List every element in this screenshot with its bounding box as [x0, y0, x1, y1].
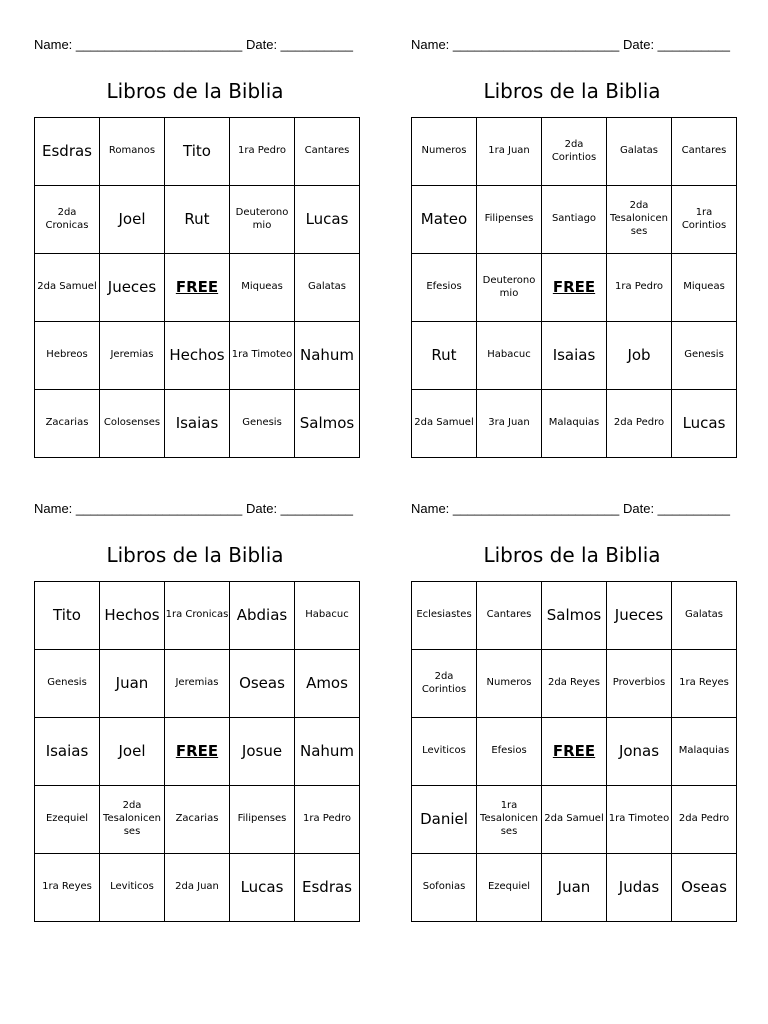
book-cell: Lucas	[295, 186, 360, 254]
book-cell: 1ra Reyes	[35, 854, 100, 922]
date-label: Date: __________	[246, 501, 353, 516]
book-cell: Ezequiel	[477, 854, 542, 922]
book-cell: 2da Samuel	[412, 390, 477, 458]
date-label: Date: __________	[623, 37, 730, 52]
book-cell: Filipenses	[477, 186, 542, 254]
book-cell: Jeremias	[165, 650, 230, 718]
free-space-cell: FREE	[165, 718, 230, 786]
name-date-line	[411, 501, 733, 517]
book-cell: 1ra Corintios	[672, 186, 737, 254]
book-cell: 1ra Tesalonicen ses	[477, 786, 542, 854]
book-cell: Miqueas	[230, 254, 295, 322]
book-cell: Santiago	[542, 186, 607, 254]
date-label: Date: __________	[623, 501, 730, 516]
grid-row	[35, 254, 360, 322]
book-cell: Efesios	[477, 718, 542, 786]
book-cell: Abdias	[230, 582, 295, 650]
book-cell: 1ra Pedro	[230, 118, 295, 186]
book-cell: 2da Corintios	[542, 118, 607, 186]
grid-row	[412, 390, 737, 458]
book-cell: 2da Samuel	[542, 786, 607, 854]
book-cell: Malaquias	[542, 390, 607, 458]
grid-row	[35, 322, 360, 390]
book-cell: 1ra Juan	[477, 118, 542, 186]
book-cell: Cantares	[477, 582, 542, 650]
book-cell: Job	[607, 322, 672, 390]
book-cell: 1ra Pedro	[295, 786, 360, 854]
name-date-line	[34, 501, 356, 517]
book-cell: Zacarias	[165, 786, 230, 854]
card-title: Libros de la Biblia	[106, 79, 284, 103]
grid-row	[412, 322, 737, 390]
book-cell: Daniel	[412, 786, 477, 854]
grid-row	[35, 786, 360, 854]
book-cell: Jeremias	[100, 322, 165, 390]
grid-row	[35, 118, 360, 186]
book-cell: Salmos	[295, 390, 360, 458]
grid-row	[412, 854, 737, 922]
book-cell: Leviticos	[412, 718, 477, 786]
grid-row	[412, 650, 737, 718]
grid-row	[35, 854, 360, 922]
free-space-cell: FREE	[165, 254, 230, 322]
book-cell: 2da Reyes	[542, 650, 607, 718]
book-cell: Esdras	[295, 854, 360, 922]
book-cell: Genesis	[230, 390, 295, 458]
book-cell: 2da Pedro	[607, 390, 672, 458]
name-label: Name: _______________________	[34, 37, 243, 52]
grid-row	[35, 186, 360, 254]
free-space-cell: FREE	[542, 254, 607, 322]
name-date-line	[411, 37, 733, 53]
book-cell: Josue	[230, 718, 295, 786]
book-cell: Judas	[607, 854, 672, 922]
book-cell: 1ra Timoteo	[607, 786, 672, 854]
book-cell: Genesis	[35, 650, 100, 718]
book-cell: Habacuc	[295, 582, 360, 650]
book-cell: Cantares	[672, 118, 737, 186]
book-cell: Hechos	[100, 582, 165, 650]
book-cell: Juan	[542, 854, 607, 922]
book-cell: Rut	[412, 322, 477, 390]
book-cell: Jueces	[100, 254, 165, 322]
card-title: Libros de la Biblia	[106, 543, 284, 567]
book-cell: Eclesiastes	[412, 582, 477, 650]
grid-row	[35, 718, 360, 786]
book-cell: 1ra Cronicas	[165, 582, 230, 650]
book-cell: Nahum	[295, 322, 360, 390]
book-cell: Isaias	[35, 718, 100, 786]
book-cell: Galatas	[672, 582, 737, 650]
name-label: Name: _______________________	[411, 37, 620, 52]
book-cell: Sofonias	[412, 854, 477, 922]
book-cell: Mateo	[412, 186, 477, 254]
book-cell: Leviticos	[100, 854, 165, 922]
book-cell: Tito	[165, 118, 230, 186]
grid-row	[412, 254, 737, 322]
name-label: Name: _______________________	[34, 501, 243, 516]
book-cell: Tito	[35, 582, 100, 650]
book-cell: Isaias	[165, 390, 230, 458]
grid-row	[35, 582, 360, 650]
book-cell: Deuterono mio	[477, 254, 542, 322]
book-cell: Genesis	[672, 322, 737, 390]
card-title: Libros de la Biblia	[483, 79, 661, 103]
grid-row	[412, 118, 737, 186]
date-label: Date: __________	[246, 37, 353, 52]
name-label: Name: _______________________	[411, 501, 620, 516]
book-cell: Esdras	[35, 118, 100, 186]
book-cell: Miqueas	[672, 254, 737, 322]
book-cell: 2da Samuel	[35, 254, 100, 322]
book-cell: Amos	[295, 650, 360, 718]
book-cell: Galatas	[607, 118, 672, 186]
book-cell: Filipenses	[230, 786, 295, 854]
grid-row	[412, 186, 737, 254]
book-cell: 2da Pedro	[672, 786, 737, 854]
free-space-cell: FREE	[542, 718, 607, 786]
book-cell: Efesios	[412, 254, 477, 322]
book-cell: 2da Tesalonicen ses	[607, 186, 672, 254]
book-cell: Jueces	[607, 582, 672, 650]
book-cell: Romanos	[100, 118, 165, 186]
book-cell: Malaquias	[672, 718, 737, 786]
grid-row	[35, 390, 360, 458]
book-cell: Joel	[100, 718, 165, 786]
bingo-grid	[34, 581, 360, 922]
book-cell: Numeros	[477, 650, 542, 718]
book-cell: Deuterono mio	[230, 186, 295, 254]
book-cell: Juan	[100, 650, 165, 718]
book-cell: Lucas	[672, 390, 737, 458]
book-cell: 1ra Reyes	[672, 650, 737, 718]
book-cell: Habacuc	[477, 322, 542, 390]
book-cell: Rut	[165, 186, 230, 254]
grid-row	[412, 718, 737, 786]
book-cell: Oseas	[230, 650, 295, 718]
bingo-grid	[34, 117, 360, 458]
book-cell: 2da Corintios	[412, 650, 477, 718]
book-cell: Zacarias	[35, 390, 100, 458]
card-title: Libros de la Biblia	[483, 543, 661, 567]
book-cell: 1ra Pedro	[607, 254, 672, 322]
book-cell: Lucas	[230, 854, 295, 922]
book-cell: Nahum	[295, 718, 360, 786]
book-cell: Isaias	[542, 322, 607, 390]
book-cell: Salmos	[542, 582, 607, 650]
book-cell: Numeros	[412, 118, 477, 186]
book-cell: 3ra Juan	[477, 390, 542, 458]
book-cell: 2da Juan	[165, 854, 230, 922]
book-cell: Hebreos	[35, 322, 100, 390]
book-cell: Hechos	[165, 322, 230, 390]
book-cell: Galatas	[295, 254, 360, 322]
book-cell: Cantares	[295, 118, 360, 186]
book-cell: Joel	[100, 186, 165, 254]
name-date-line	[34, 37, 356, 53]
grid-row	[35, 650, 360, 718]
book-cell: 2da Cronicas	[35, 186, 100, 254]
grid-row	[412, 582, 737, 650]
book-cell: Jonas	[607, 718, 672, 786]
grid-row	[412, 786, 737, 854]
book-cell: Oseas	[672, 854, 737, 922]
book-cell: Colosenses	[100, 390, 165, 458]
bingo-grid	[411, 581, 737, 922]
book-cell: Proverbios	[607, 650, 672, 718]
bingo-grid	[411, 117, 737, 458]
book-cell: 1ra Timoteo	[230, 322, 295, 390]
book-cell: 2da Tesalonicen ses	[100, 786, 165, 854]
book-cell: Ezequiel	[35, 786, 100, 854]
